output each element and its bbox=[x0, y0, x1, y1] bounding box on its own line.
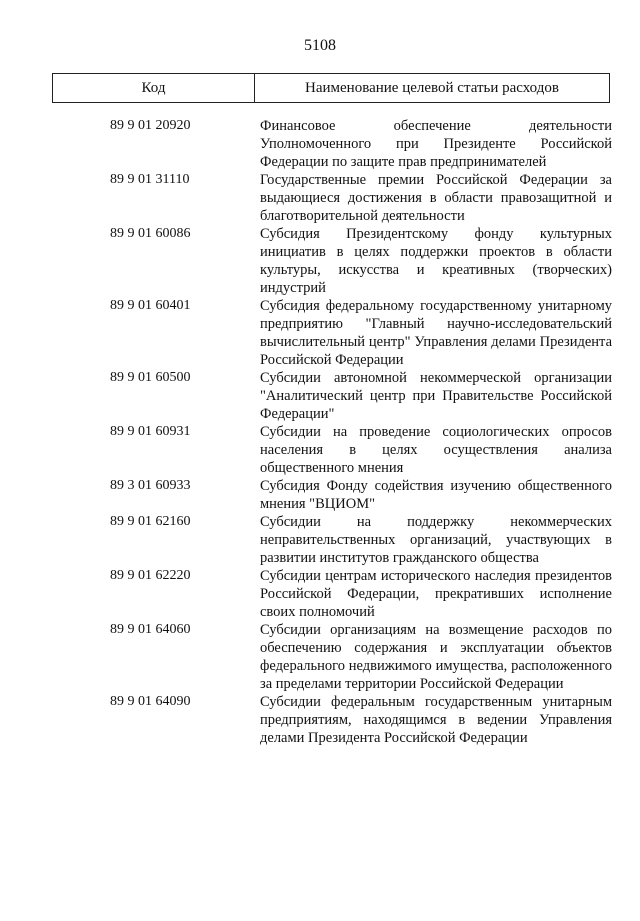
row-code: 89 9 01 60086 bbox=[110, 226, 191, 241]
table-row bbox=[0, 369, 640, 423]
row-name: Субсидии на поддержку некоммерческих неправительственных организаций, участвующих в развитии институтов гражданского общества bbox=[260, 514, 612, 566]
table-body bbox=[0, 117, 640, 747]
header-code: Код bbox=[53, 74, 255, 102]
table-row bbox=[0, 693, 640, 747]
row-name: Субсидия федеральному государственному унитарному предприятию "Главный научно-исследовательский вычислительный центр" Управления делами Президента Российской Федерации bbox=[260, 298, 612, 368]
row-code: 89 9 01 20920 bbox=[110, 118, 191, 133]
row-name: Субсидия Президентскому фонду культурных инициатив в целях поддержки проектов в области культуры, искусства и креативных (творческих) индустрий bbox=[260, 226, 612, 296]
table-row bbox=[0, 225, 640, 297]
row-name: Субсидии организациям на возмещение расходов по обеспечению содержания и эксплуатации объектов федерального недвижимого имущества, расположенного за пределами территории Российской Федерации bbox=[260, 622, 612, 692]
table-row bbox=[0, 297, 640, 369]
row-name: Субсидии на проведение социологических опросов населения в целях осуществления анализа общественного мнения bbox=[260, 424, 612, 476]
table-row bbox=[0, 621, 640, 693]
row-name: Субсидия Фонду содействия изучению общественного мнения "ВЦИОМ" bbox=[260, 478, 612, 512]
row-code: 89 9 01 62160 bbox=[110, 514, 191, 529]
row-name: Субсидии автономной некоммерческой организации "Аналитический центр при Правительстве Российской Федерации" bbox=[260, 370, 612, 422]
page-number: 5108 bbox=[304, 37, 336, 54]
table-row bbox=[0, 423, 640, 477]
table-row bbox=[0, 567, 640, 621]
row-code: 89 9 01 64090 bbox=[110, 694, 191, 709]
table-row bbox=[0, 171, 640, 225]
row-name: Финансовое обеспечение деятельности Уполномоченного при Президенте Российской Федерации по защите прав предпринимателей bbox=[260, 118, 612, 170]
row-code: 89 3 01 60933 bbox=[110, 478, 191, 493]
row-code: 89 9 01 64060 bbox=[110, 622, 191, 637]
table-row bbox=[0, 513, 640, 567]
row-code: 89 9 01 60401 bbox=[110, 298, 191, 313]
table-row bbox=[0, 117, 640, 171]
table-header bbox=[52, 73, 610, 103]
row-name: Государственные премии Российской Федерации за выдающиеся достижения в области правозащитной и благотворительной деятельности bbox=[260, 172, 612, 224]
row-code: 89 9 01 60931 bbox=[110, 424, 191, 439]
row-code: 89 9 01 31110 bbox=[110, 172, 190, 187]
row-name: Субсидии центрам исторического наследия президентов Российской Федерации, прекративших исполнение своих полномочий bbox=[260, 568, 612, 620]
table-row bbox=[0, 477, 640, 513]
row-name: Субсидии федеральным государственным унитарным предприятиям, находящимся в ведении Управления делами Президента Российской Федерации bbox=[260, 694, 612, 746]
row-code: 89 9 01 62220 bbox=[110, 568, 191, 583]
header-name: Наименование целевой статьи расходов bbox=[305, 80, 559, 96]
row-code: 89 9 01 60500 bbox=[110, 370, 191, 385]
